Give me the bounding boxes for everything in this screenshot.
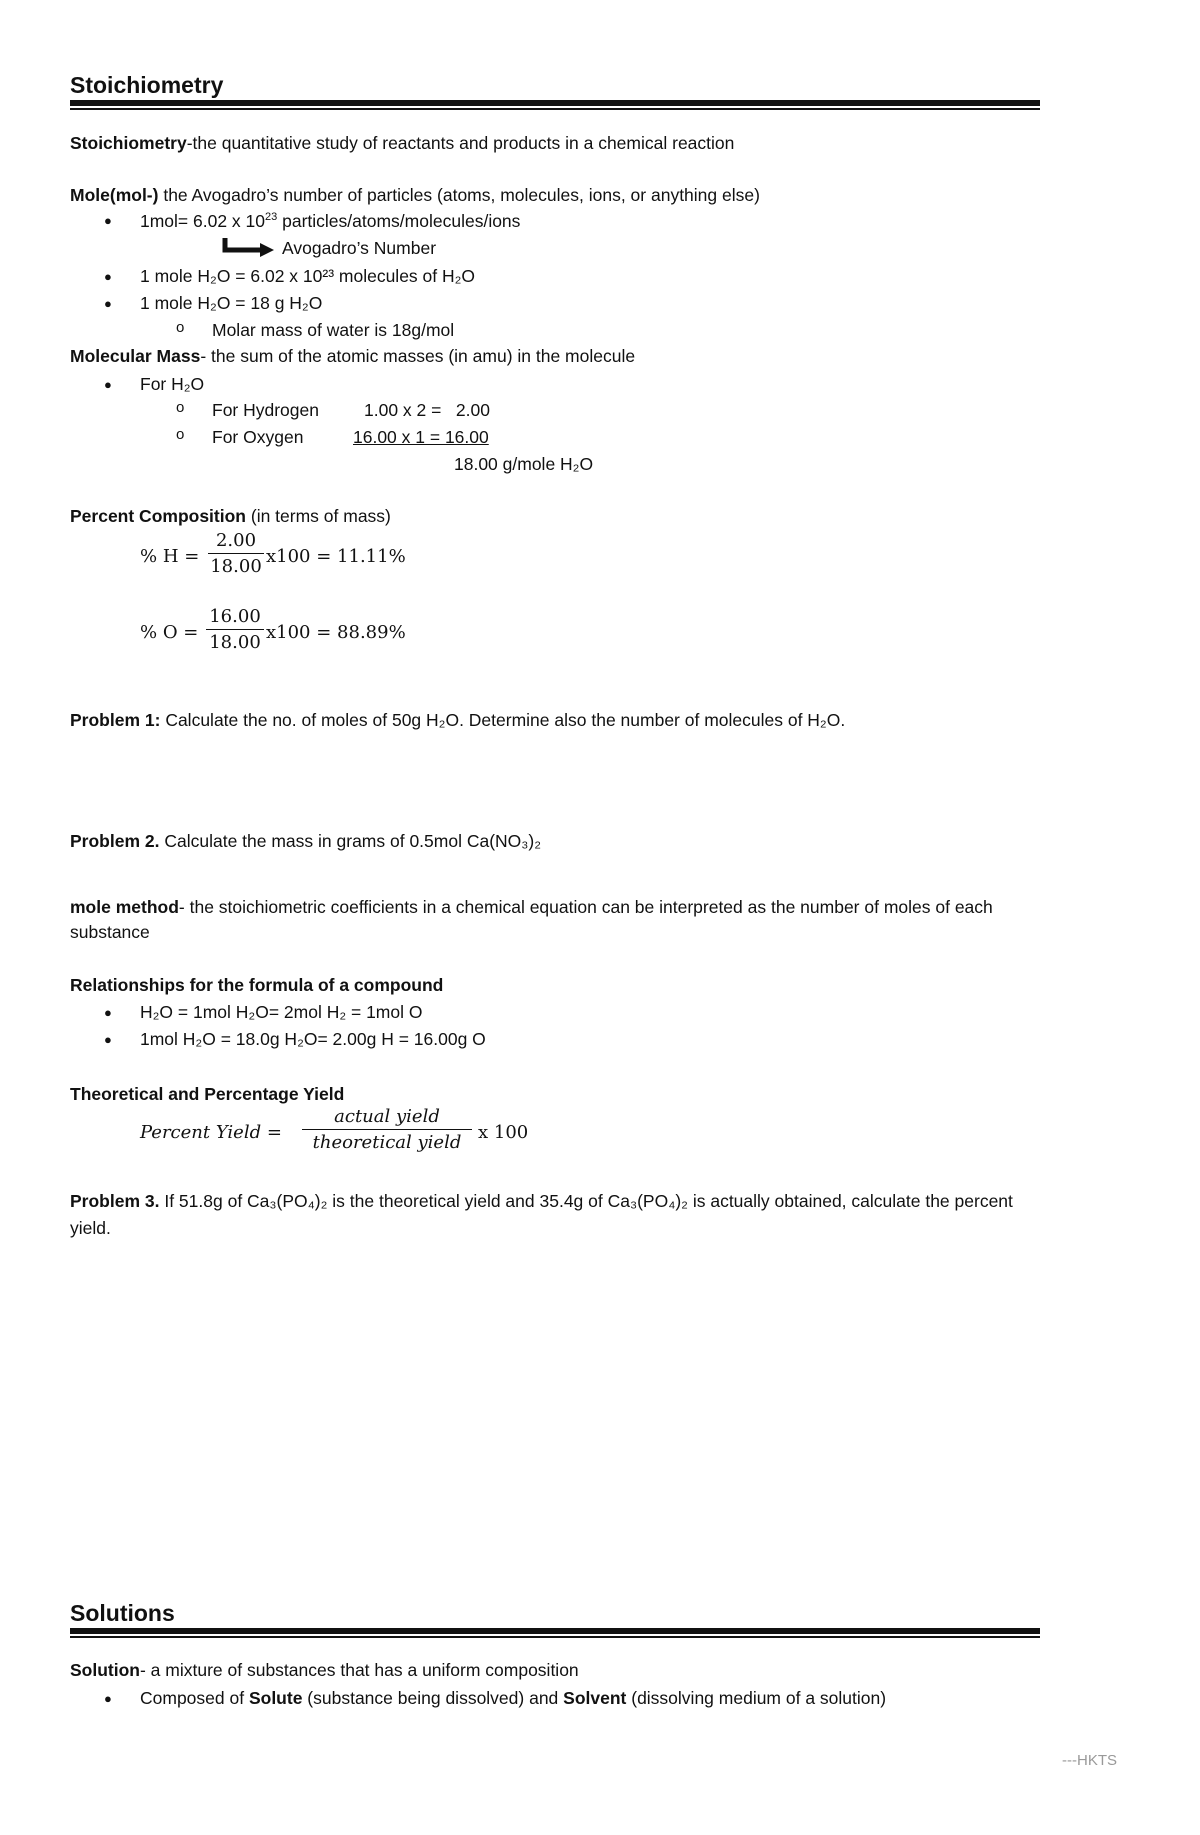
relationship-2: 1mol H₂O = 18.0g H₂O= 2.00g H = 16.00g O bbox=[140, 1029, 486, 1049]
title-rule bbox=[70, 1628, 1040, 1638]
mole-method-continuation: substance bbox=[70, 922, 150, 942]
bullet-dot: ● bbox=[104, 269, 112, 284]
section-title-solutions: Solutions bbox=[70, 1600, 175, 1626]
bullet-dot: ● bbox=[104, 1005, 112, 1020]
bullet-mole-molecules: 1 mole H₂O = 6.02 x 10²³ molecules of H₂O bbox=[140, 266, 476, 286]
relationships-heading: Relationships for the formula of a compound bbox=[70, 975, 444, 995]
bullet-for-h2o: For H₂O bbox=[140, 374, 205, 394]
eq-o-fraction: 16.00 18.00 bbox=[206, 606, 264, 653]
hydrogen-calculation: 1.00 x 2 = 2.00 bbox=[364, 400, 490, 420]
sub-bullet-circle: o bbox=[176, 426, 185, 443]
sub-bullet-circle: o bbox=[176, 399, 185, 416]
solution-definition: Solution- a mixture of substances that has a uniform composition bbox=[70, 1660, 579, 1680]
problem-1: Problem 1: Calculate the no. of moles of 50g H₂O. Determine also the number of molecules of H₂O. bbox=[70, 710, 846, 730]
stoichiometry-definition: Stoichiometry-the quantitative study of reactants and products in a chemical reaction bbox=[70, 133, 735, 153]
bullet-dot: ● bbox=[104, 213, 112, 228]
oxygen-calculation: 16.00 x 1 = 16.00 bbox=[353, 427, 489, 447]
relationship-1: H₂O = 1mol H₂O= 2mol H₂ = 1mol O bbox=[140, 1002, 423, 1022]
footer-mark: ---HKTS bbox=[1062, 1752, 1117, 1769]
bullet-dot: ● bbox=[104, 1032, 112, 1047]
hydrogen-label: For Hydrogen bbox=[212, 400, 319, 420]
eq-h-rhs: x100 = 11.11% bbox=[266, 546, 406, 567]
yield-fraction: actual yield theoretical yield bbox=[302, 1106, 472, 1153]
percent-composition-heading: Percent Composition (in terms of mass) bbox=[70, 506, 391, 526]
yield-heading: Theoretical and Percentage Yield bbox=[70, 1084, 345, 1104]
bullet-dot: ● bbox=[104, 1691, 112, 1706]
problem-2: Problem 2. Calculate the mass in grams of 0.5mol Ca(NO₃)₂ bbox=[70, 831, 542, 851]
avogadro-number-label: Avogadro’s Number bbox=[282, 238, 437, 258]
molar-mass-total: 18.00 g/mole H₂O bbox=[454, 454, 594, 474]
yield-rhs: x 100 bbox=[478, 1122, 529, 1143]
sub-bullet-molar-mass: Molar mass of water is 18g/mol bbox=[212, 320, 455, 340]
bullet-mole-avogadro: 1mol= 6.02 x $10^{23}$ particles/atoms/molecules/ions bbox=[140, 211, 521, 231]
bullet-dot: ● bbox=[104, 296, 112, 311]
title-rule bbox=[70, 100, 1040, 110]
mole-definition: Mole(mol-) the Avogadro’s number of particles (atoms, molecules, ions, or anything else) bbox=[70, 185, 760, 205]
problem-3-continuation: yield. bbox=[70, 1218, 111, 1238]
yield-lhs: Percent Yield = bbox=[140, 1122, 282, 1143]
bullet-mole-grams: 1 mole H₂O = 18 g H₂O bbox=[140, 293, 323, 313]
eq-h-fraction: 2.00 18.00 bbox=[208, 530, 264, 577]
section-title-stoichiometry: Stoichiometry bbox=[70, 72, 224, 98]
arrow-icon bbox=[222, 236, 278, 260]
molecular-mass-definition: Molecular Mass- the sum of the atomic masses (in amu) in the molecule bbox=[70, 346, 636, 366]
problem-3: Problem 3. If 51.8g of Ca₃(PO₄)₂ is the theoretical yield and 35.4g of Ca₃(PO₄)₂ is actually obtained, calculate the percent bbox=[70, 1191, 1013, 1211]
eq-o-rhs: x100 = 88.89% bbox=[266, 622, 406, 643]
oxygen-label: For Oxygen bbox=[212, 427, 304, 447]
eq-h-lhs: % H = bbox=[140, 546, 200, 567]
eq-o-lhs: % O = bbox=[140, 622, 199, 643]
mole-method-definition: mole method- the stoichiometric coefficients in a chemical equation can be interpreted as the number of moles of each bbox=[70, 897, 993, 917]
solution-composition: Composed of Solute (substance being dissolved) and Solvent (dissolving medium of a solution) bbox=[140, 1688, 887, 1708]
bullet-dot: ● bbox=[104, 377, 112, 392]
sub-bullet-circle: o bbox=[176, 319, 185, 336]
